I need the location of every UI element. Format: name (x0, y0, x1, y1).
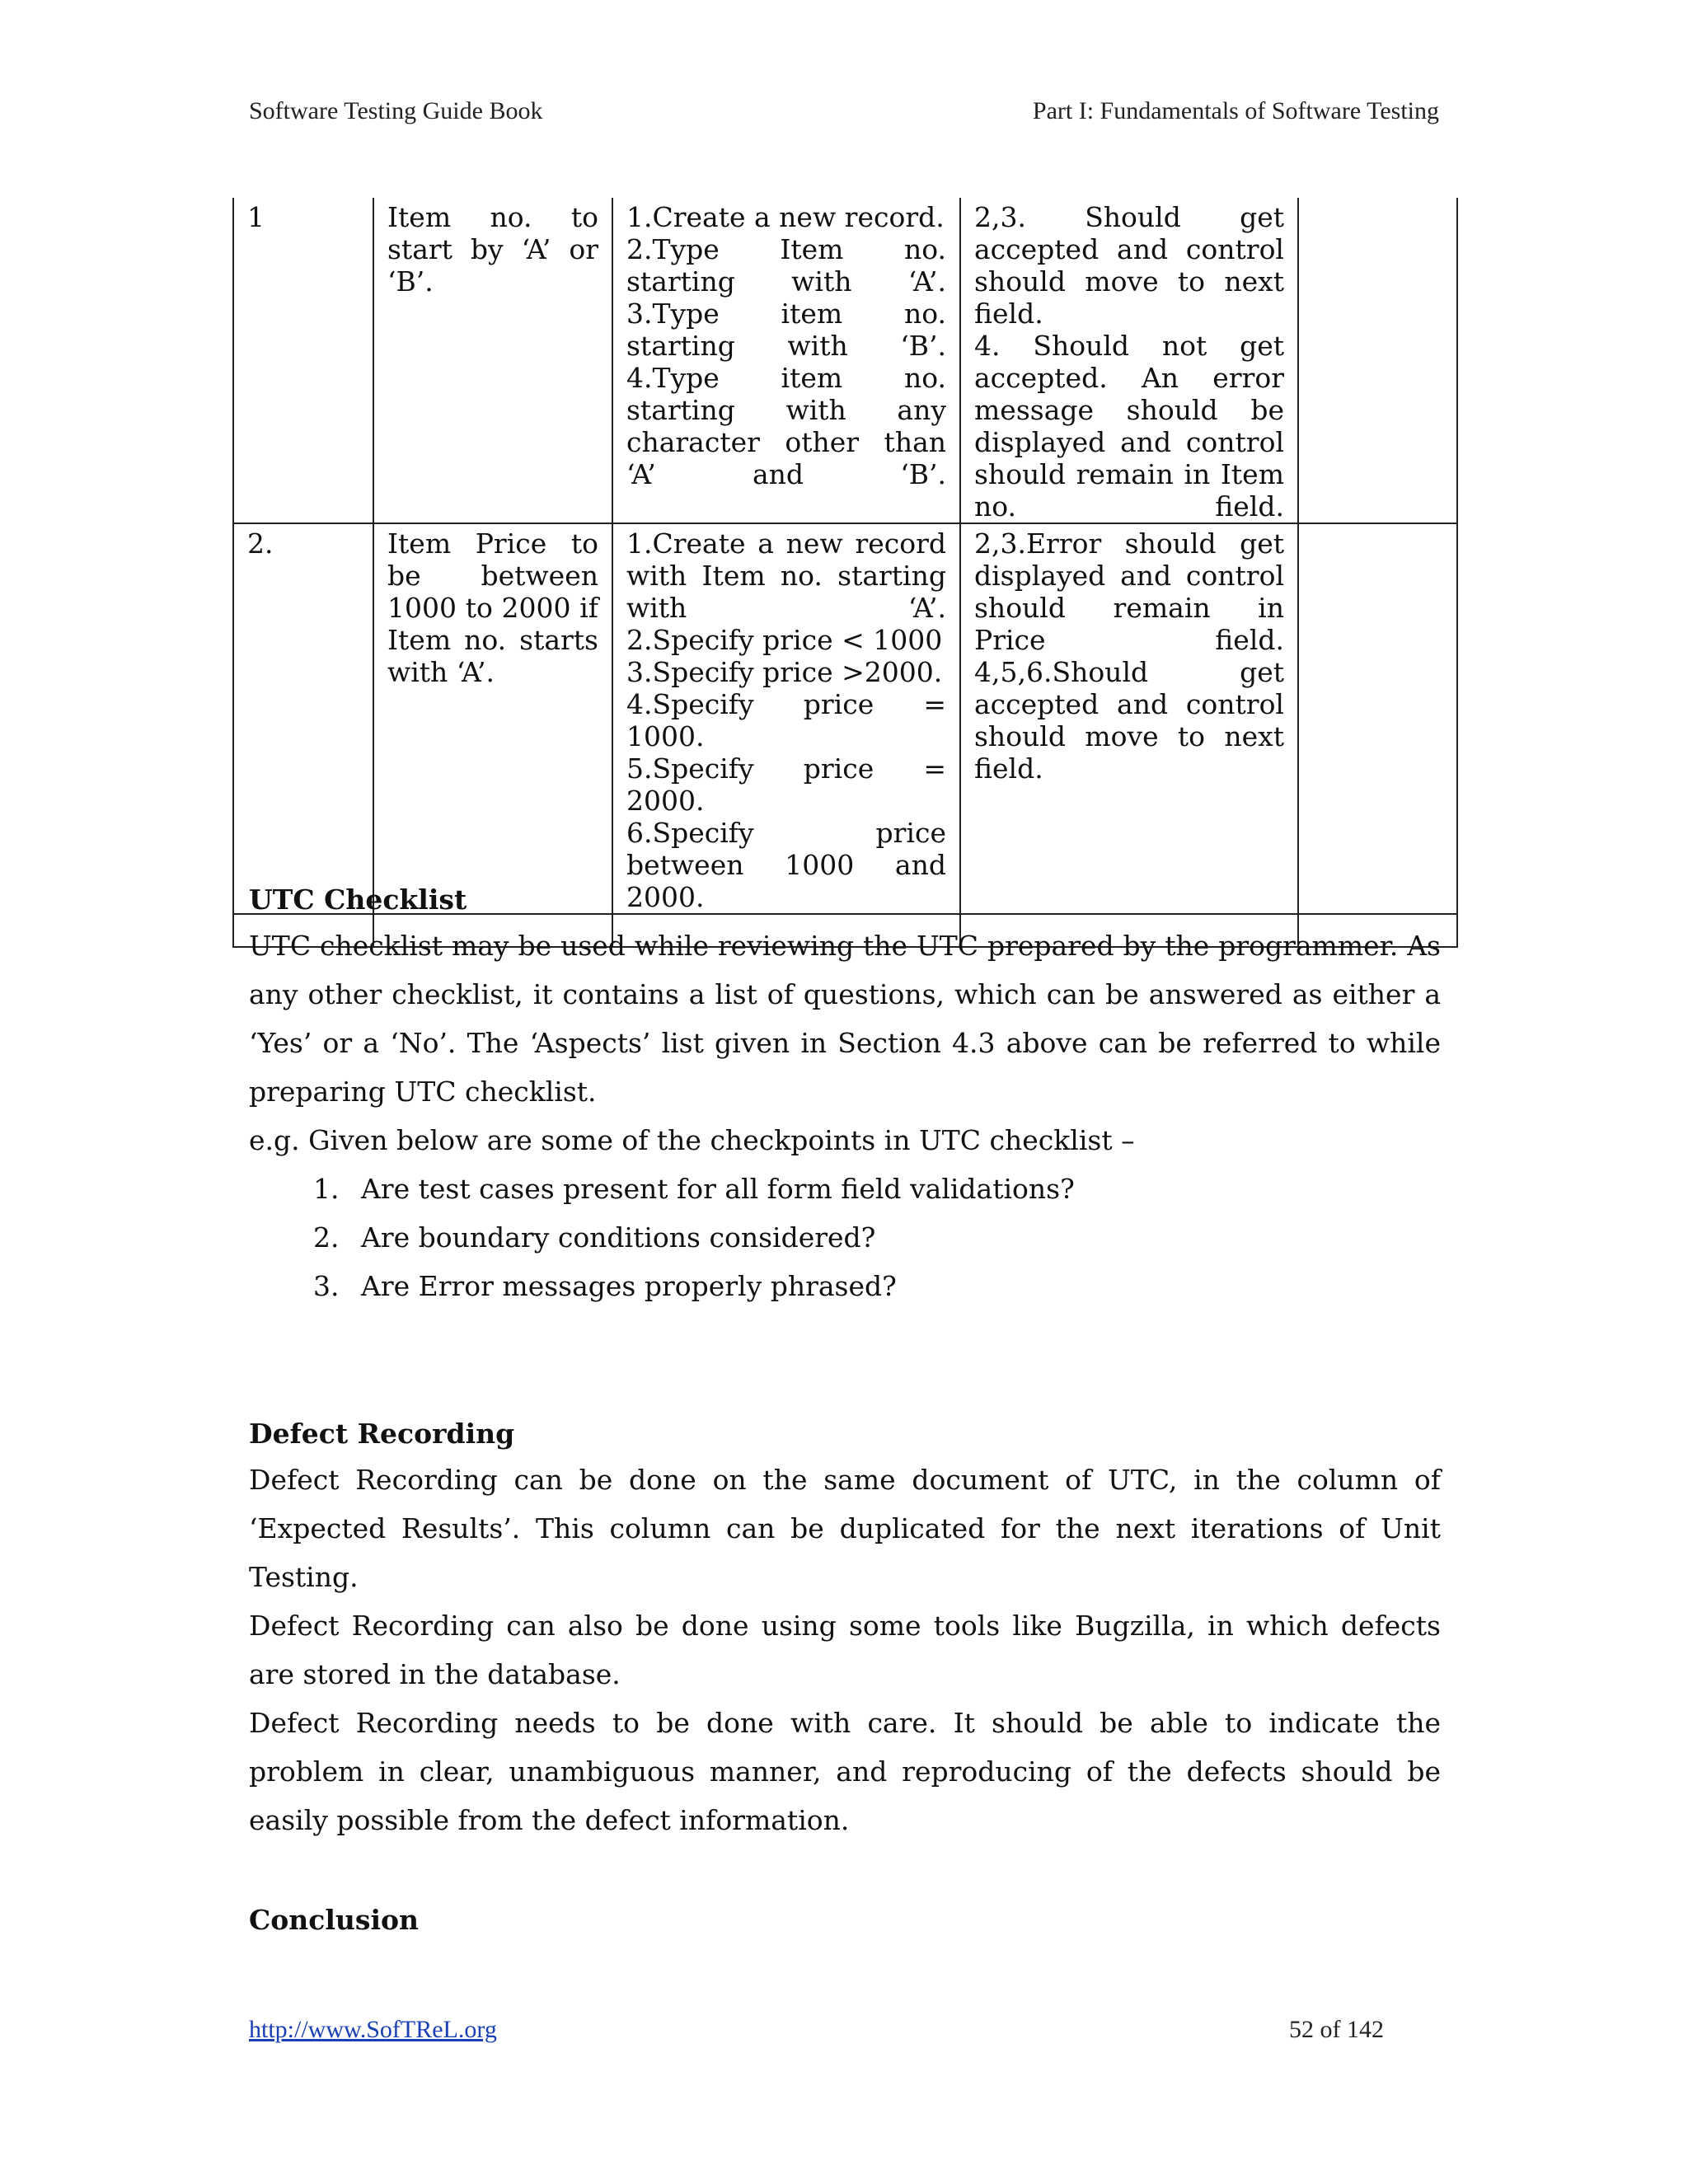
list-item: 1. Are test cases present for all form field validations? (348, 1165, 1441, 1213)
table-row (233, 523, 1457, 914)
expected-result: 4,5,6.Should get accepted and control should move to next field. (974, 656, 1284, 785)
test-condition: Item Price to be between 1000 to 2000 if Item no. starts with ‘A’. (373, 523, 612, 914)
test-step: 4.Type item no. starting with any character other than ‘A’ and ‘B’. (626, 362, 946, 490)
page-number: 52 of 142 (1289, 2016, 1384, 2043)
running-header-title: Software Testing Guide Book (249, 97, 543, 124)
defect-recording-heading: Defect Recording (249, 1418, 515, 1450)
footer-website-link[interactable]: http://www.SofTReL.org (249, 2016, 497, 2043)
test-case-number: 2. (233, 523, 373, 914)
test-step: 1.Create a new record with Item no. starting with ‘A’. (626, 527, 946, 624)
running-header-part: Part I: Fundamentals of Software Testing (1032, 97, 1439, 124)
test-step: 2.Type Item no. starting with ‘A’. (626, 233, 946, 298)
test-steps (612, 523, 960, 914)
list-item: 2. Are boundary conditions considered? (348, 1213, 1441, 1262)
expected-result: 2,3. Should get accepted and control should move to next field. (974, 201, 1284, 330)
test-step: 5.Specify price = 2000. (626, 752, 946, 817)
list-item: 3. Are Error messages properly phrased? (348, 1262, 1441, 1310)
expected-results (960, 523, 1298, 914)
test-case-number: 1 (233, 198, 373, 523)
utc-checklist-list (249, 1165, 1441, 1310)
test-condition: Item no. to start by ‘A’ or ‘B’. (373, 198, 612, 523)
defect-recording-section (249, 1413, 1441, 1844)
test-steps (612, 198, 960, 523)
expected-results (960, 198, 1298, 523)
remarks-cell (1298, 523, 1457, 914)
defect-recording-paragraph: Defect Recording can be done on the same document of UTC, in the column of ‘Expected Results’. This column can be duplicated for the next iterations of Unit Testing. (249, 1464, 1441, 1593)
test-step: 1.Create a new record. (626, 201, 945, 233)
expected-result: 2,3.Error should get displayed and control should remain in Price field. (974, 527, 1284, 656)
defect-recording-paragraph: Defect Recording can also be done using some tools like Bugzilla, in which defects are stored in the database. (249, 1610, 1441, 1690)
utc-checklist-section (249, 879, 1441, 1310)
test-step: 6.Specify price between 1000 and 2000. (626, 817, 946, 913)
test-step: 3.Specify price >2000. (626, 656, 943, 688)
expected-result: 4. Should not get accepted. An error message should be displayed and control should remain in Item no. field. (974, 330, 1284, 523)
conclusion-heading: Conclusion (249, 1904, 420, 1936)
utc-checklist-heading: UTC Checklist (249, 883, 467, 916)
utc-checklist-intro: e.g. Given below are some of the checkpoints in UTC checklist – (249, 1124, 1135, 1156)
table-row (233, 198, 1457, 523)
test-step: 2.Specify price < 1000 (626, 624, 943, 656)
remarks-cell (1298, 198, 1457, 523)
utc-checklist-paragraph: UTC checklist may be used while reviewing the UTC prepared by the programmer. As any other checklist, it contains a list of questions, which can be answered as either a ‘Yes’ or a ‘No’. The ‘Aspects’ list given in Section 4.3 above can be referred to while preparing UTC checklist. (249, 930, 1441, 1108)
defect-recording-paragraph: Defect Recording needs to be done with care. It should be able to indicate the problem in clear, unambiguous manner, and reproducing of the defects should be easily possible from the defect information. (249, 1707, 1441, 1836)
test-step: 3.Type item no. starting with ‘B’. (626, 298, 946, 362)
test-step: 4.Specify price = 1000. (626, 688, 946, 752)
unit-test-case-table (232, 198, 1458, 948)
